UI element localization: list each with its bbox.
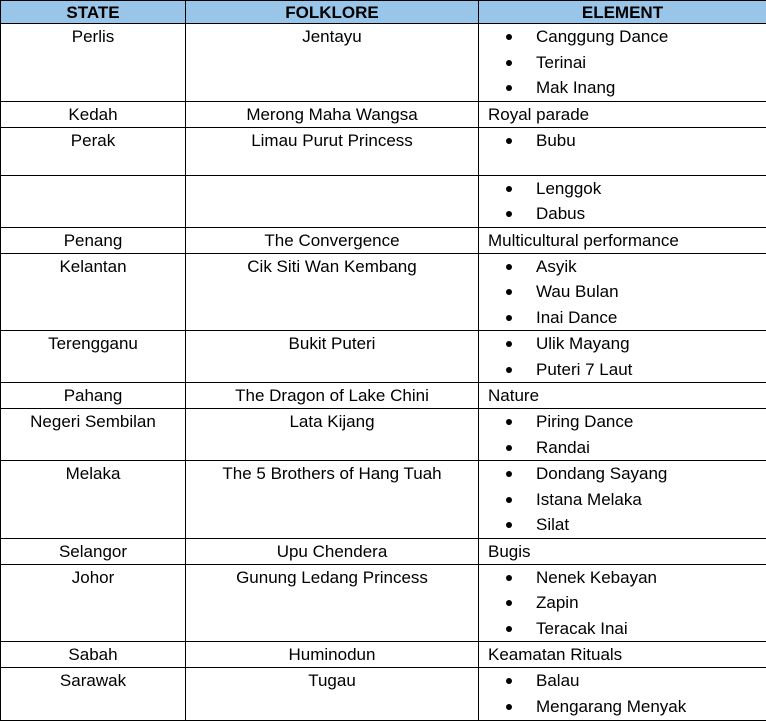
bullet-icon: [506, 315, 512, 321]
table-row: [1, 24, 766, 102]
bullet-icon: [506, 367, 512, 373]
element-list: [479, 331, 766, 382]
cell-folklore: Jentayu: [186, 24, 479, 102]
cell-element: [479, 461, 766, 539]
bullet-icon: [506, 626, 512, 632]
cell-element: Bugis: [479, 538, 766, 564]
cell-folklore: Cik Siti Wan Kembang: [186, 253, 479, 331]
element-list-item: [479, 201, 766, 227]
element-list-item: [479, 565, 766, 591]
element-item-text: Piring Dance: [536, 412, 633, 431]
cell-state: Perlis: [1, 24, 186, 102]
cell-state: Sabah: [1, 642, 186, 668]
element-list: [479, 668, 766, 719]
bullet-icon: [506, 211, 512, 217]
cell-element: Nature: [479, 383, 766, 409]
bullet-icon: [506, 704, 512, 710]
bullet-icon: [506, 289, 512, 295]
cell-folklore: Merong Maha Wangsa: [186, 101, 479, 127]
cell-folklore: [186, 175, 479, 227]
cell-element: [479, 127, 766, 175]
bullet-icon: [506, 264, 512, 270]
cell-element: [479, 409, 766, 461]
element-list: [479, 24, 766, 101]
cell-state: Negeri Sembilan: [1, 409, 186, 461]
element-list-item: [479, 254, 766, 280]
element-list-item: [479, 305, 766, 331]
table-row: [1, 175, 766, 227]
element-list: [479, 565, 766, 642]
element-item-text: Asyik: [536, 257, 577, 276]
element-item-text: Ulik Mayang: [536, 334, 630, 353]
cell-folklore: The Convergence: [186, 227, 479, 253]
cell-folklore: Limau Purut Princess: [186, 127, 479, 175]
element-list: [479, 254, 766, 331]
bullet-icon: [506, 60, 512, 66]
bullet-icon: [506, 497, 512, 503]
cell-folklore: Bukit Puteri: [186, 331, 479, 383]
table-row: [1, 227, 766, 253]
header-folklore: FOLKLORE: [186, 1, 479, 24]
cell-state: Kedah: [1, 101, 186, 127]
element-list-item: [479, 75, 766, 101]
element-list: [479, 176, 766, 227]
element-list-item: [479, 357, 766, 383]
table-row: [1, 409, 766, 461]
bullet-icon: [506, 341, 512, 347]
element-item-text: Dondang Sayang: [536, 464, 667, 483]
bullet-icon: [506, 445, 512, 451]
bullet-icon: [506, 522, 512, 528]
bullet-icon: [506, 419, 512, 425]
element-list-item: [479, 487, 766, 513]
cell-element: [479, 668, 766, 721]
element-list-item: [479, 176, 766, 202]
cell-element: Royal parade: [479, 101, 766, 127]
element-list: [479, 128, 766, 154]
cell-state: Pahang: [1, 383, 186, 409]
element-list-item: [479, 668, 766, 694]
element-list-item: [479, 24, 766, 50]
element-item-text: Dabus: [536, 204, 585, 223]
element-item-text: Bubu: [536, 131, 576, 150]
element-item-text: Teracak Inai: [536, 619, 628, 638]
table-row: [1, 538, 766, 564]
element-list: [479, 461, 766, 538]
cell-state: Melaka: [1, 461, 186, 539]
cell-state: Sarawak: [1, 668, 186, 721]
element-list-item: [479, 590, 766, 616]
element-item-text: Nenek Kebayan: [536, 568, 657, 587]
cell-state: [1, 175, 186, 227]
bullet-icon: [506, 34, 512, 40]
element-item-text: Mak Inang: [536, 78, 615, 97]
table-row: [1, 331, 766, 383]
table-row: [1, 668, 766, 721]
table-row: [1, 101, 766, 127]
element-list-item: [479, 461, 766, 487]
cell-state: Johor: [1, 564, 186, 642]
cell-folklore: Huminodun: [186, 642, 479, 668]
bullet-icon: [506, 85, 512, 91]
cell-folklore: The 5 Brothers of Hang Tuah: [186, 461, 479, 539]
header-state: STATE: [1, 1, 186, 24]
element-item-text: Istana Melaka: [536, 490, 642, 509]
element-item-text: Terinai: [536, 53, 586, 72]
cell-state: Penang: [1, 227, 186, 253]
bullet-icon: [506, 575, 512, 581]
table-body: [1, 24, 766, 721]
header-row: [1, 1, 766, 24]
element-item-text: Mengarang Menyak: [536, 697, 686, 716]
table-row: [1, 564, 766, 642]
cell-element: [479, 253, 766, 331]
element-list-item: [479, 279, 766, 305]
element-list: [479, 409, 766, 460]
element-item-text: Balau: [536, 671, 579, 690]
element-list-item: [479, 331, 766, 357]
cell-state: Perak: [1, 127, 186, 175]
header-element: ELEMENT: [479, 1, 766, 24]
cell-element: [479, 331, 766, 383]
table-row: [1, 642, 766, 668]
element-item-text: Wau Bulan: [536, 282, 619, 301]
bullet-icon: [506, 186, 512, 192]
element-list-item: [479, 128, 766, 154]
element-list-item: [479, 435, 766, 461]
cell-folklore: Lata Kijang: [186, 409, 479, 461]
cell-folklore: Gunung Ledang Princess: [186, 564, 479, 642]
element-item-text: Puteri 7 Laut: [536, 360, 632, 379]
bullet-icon: [506, 471, 512, 477]
element-item-text: Lenggok: [536, 179, 601, 198]
cell-element: Keamatan Rituals: [479, 642, 766, 668]
cell-folklore: Upu Chendera: [186, 538, 479, 564]
element-list-item: [479, 409, 766, 435]
table-header: [1, 1, 766, 24]
table-row: [1, 127, 766, 175]
element-list-item: [479, 50, 766, 76]
cell-element: [479, 564, 766, 642]
element-item-text: Silat: [536, 515, 569, 534]
bullet-icon: [506, 600, 512, 606]
table-row: [1, 253, 766, 331]
element-item-text: Canggung Dance: [536, 27, 668, 46]
element-item-text: Inai Dance: [536, 308, 617, 327]
element-list-item: [479, 616, 766, 642]
bullet-icon: [506, 138, 512, 144]
cell-state: Terengganu: [1, 331, 186, 383]
element-list-item: [479, 694, 766, 720]
cell-element: [479, 24, 766, 102]
element-list-item: [479, 512, 766, 538]
table-row: [1, 461, 766, 539]
cell-element: Multicultural performance: [479, 227, 766, 253]
cell-element: [479, 175, 766, 227]
cell-folklore: The Dragon of Lake Chini: [186, 383, 479, 409]
table-row: [1, 383, 766, 409]
cell-state: Kelantan: [1, 253, 186, 331]
bullet-icon: [506, 678, 512, 684]
cell-folklore: Tugau: [186, 668, 479, 721]
element-item-text: Randai: [536, 438, 590, 457]
cell-state: Selangor: [1, 538, 186, 564]
element-item-text: Zapin: [536, 593, 579, 612]
